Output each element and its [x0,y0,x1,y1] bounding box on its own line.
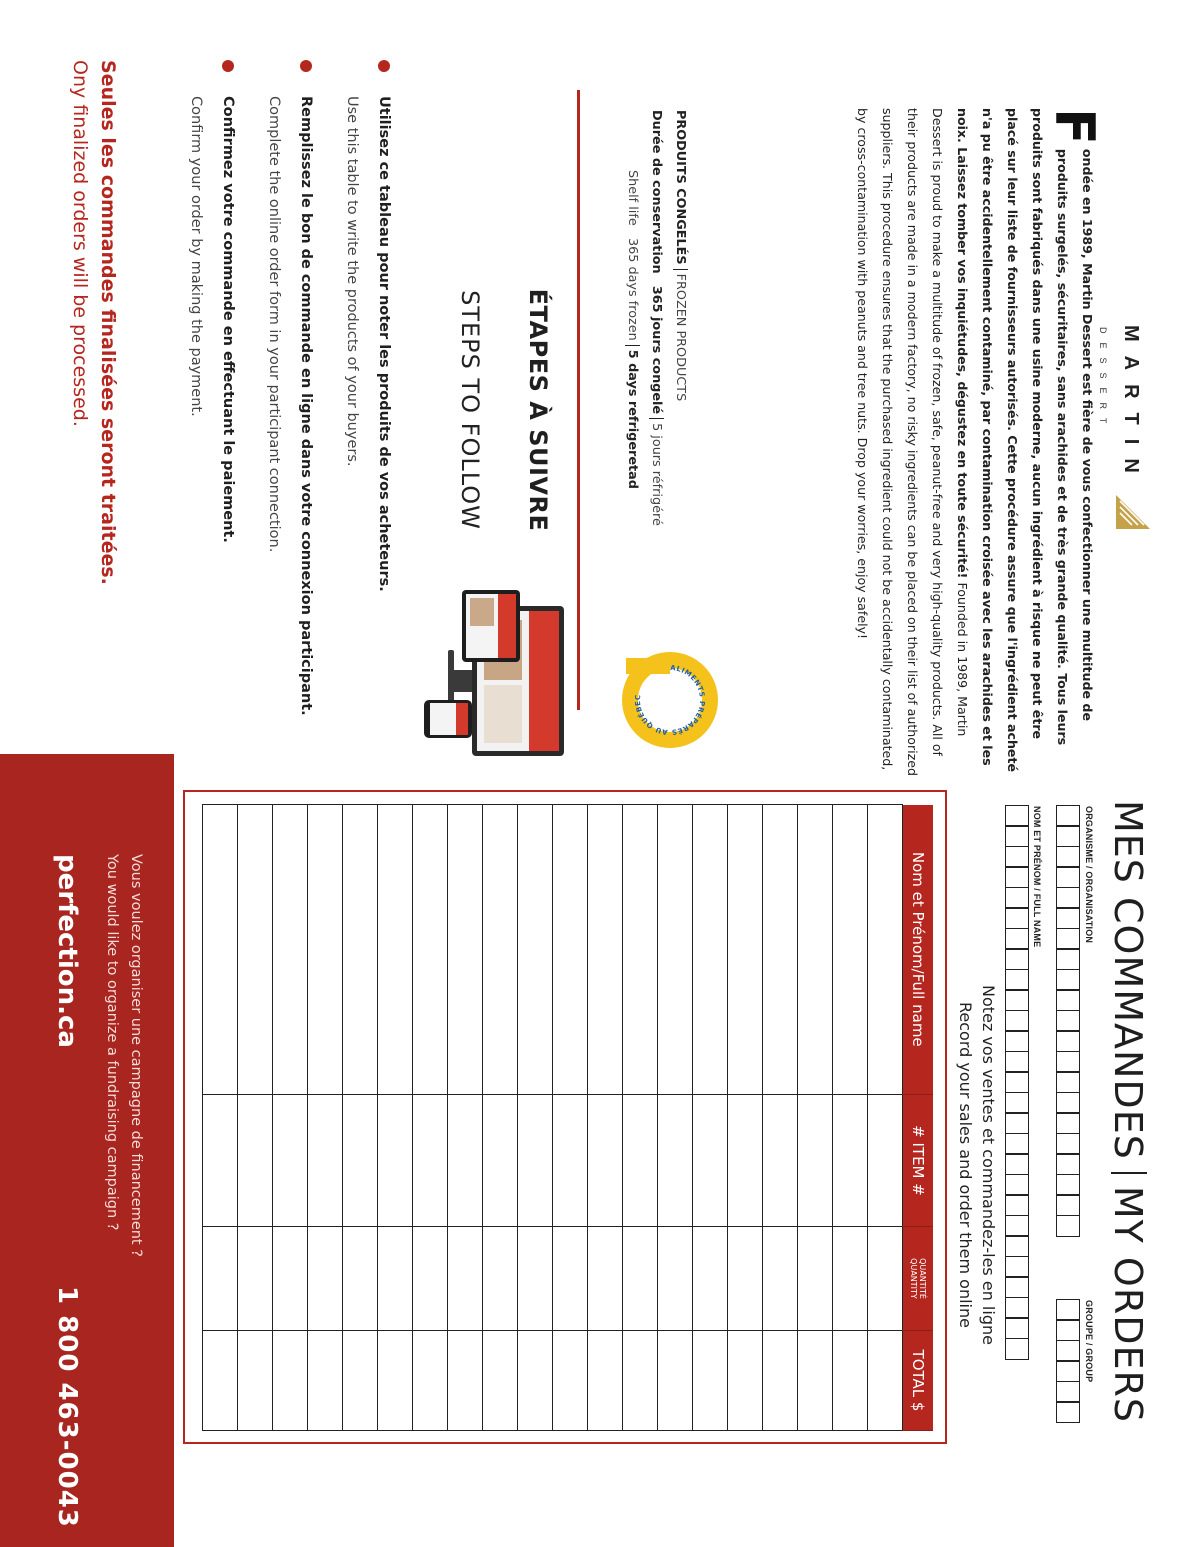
table-row [553,805,588,1431]
item-cell[interactable] [448,1095,483,1227]
organisation-char-box[interactable] [1056,1194,1080,1216]
full-name-char-box[interactable] [1005,846,1029,868]
quantity-cell[interactable] [238,1227,273,1331]
step-item [336,60,400,720]
name-cell[interactable] [308,805,343,1095]
intro-english: Founded in 1989, Martin Dessert is proud to make a multitude of frozen, safe, peanut-free and very high-quality products. All of their products are made in a modern factory, no risky ingredients can be placed on their list of authorized suppliers. This procedure ensures that the purchased ingredient could not be accidentally contaminated, by cross-contamination with peanuts and tree nuts. Drop your worries, enjoy safely! [855,108,970,777]
brand-name: MARTIN [1120,325,1142,487]
total-cell[interactable] [868,1331,903,1431]
badge-text: ALIMENTS PRÉPARÉS AU QUÉBEC [633,663,707,737]
table-row [763,805,798,1431]
item-cell[interactable] [308,1095,343,1227]
total-cell[interactable] [798,1331,833,1431]
item-cell[interactable] [693,1095,728,1227]
brand-tagline: DESSERT [1098,327,1108,433]
name-cell[interactable] [273,805,308,1095]
quantity-cell[interactable] [413,1227,448,1331]
full-name-char-box[interactable] [1005,825,1029,847]
col-header-total: TOTAL $ [903,1331,934,1431]
organisation-char-box[interactable] [1056,1174,1080,1196]
name-cell[interactable] [833,805,868,1095]
organisation-char-box[interactable] [1056,907,1080,929]
frozen-days-en: 365 days frozen [625,237,640,341]
total-cell[interactable] [308,1331,343,1431]
full-name-char-box[interactable] [1005,1194,1029,1216]
devices-illustration-icon [420,590,570,770]
orders-table [202,804,933,1431]
step-1-en: Use this table to write the products of your buyers. [344,96,360,467]
steps-list [166,60,400,720]
step-2-en: Complete the online order form in your participant connection. [266,96,282,553]
full-name-char-box[interactable] [1005,1153,1029,1175]
name-cell[interactable] [588,805,623,1095]
logo-mark-icon [1116,495,1150,529]
orders-note-en: Record your sales and order them online [956,1002,975,1328]
quantity-cell[interactable] [448,1227,483,1331]
total-cell[interactable] [343,1331,378,1431]
item-cell[interactable] [833,1095,868,1227]
item-cell[interactable] [798,1095,833,1227]
table-row [203,805,238,1431]
organisation-char-box[interactable] [1056,825,1080,847]
item-cell[interactable] [378,1095,413,1227]
name-cell[interactable] [518,805,553,1095]
phone-number[interactable]: 1 800 463-0043 [52,1286,82,1528]
total-cell[interactable] [273,1331,308,1431]
final-notice-fr: Seules les commandes finalisées seront traitées. [97,60,119,585]
step-1-fr: Utilisez ce tableau pour noter les produits de vos acheteurs. [376,96,392,592]
full-name-label: NOM ET PRÉNOM / FULL NAME [1032,806,1042,948]
organisation-char-box[interactable] [1056,1215,1080,1237]
total-cell[interactable] [378,1331,413,1431]
table-row [658,805,693,1431]
name-cell[interactable] [203,805,238,1095]
final-notice [66,60,122,720]
group-char-box[interactable] [1056,1319,1080,1341]
group-char-box[interactable] [1056,1299,1080,1321]
name-cell[interactable] [728,805,763,1095]
organisation-char-box[interactable] [1056,969,1080,991]
full-name-char-box[interactable] [1005,1338,1029,1360]
quantity-cell[interactable] [588,1227,623,1331]
name-cell[interactable] [763,805,798,1095]
step-3-fr: Confirmez votre commande en effectuant le paiement. [220,96,236,543]
full-name-char-box[interactable] [1005,1071,1029,1093]
quantity-cell[interactable] [343,1227,378,1331]
organisation-char-box[interactable] [1056,1030,1080,1052]
name-cell[interactable] [868,805,903,1095]
table-row [728,805,763,1431]
organisation-char-box[interactable] [1056,989,1080,1011]
full-name-field[interactable] [1005,806,1029,1360]
group-char-box[interactable] [1056,1401,1080,1423]
col-header-quantity-en: QUANTITY [909,1258,918,1299]
table-row [798,805,833,1431]
total-cell[interactable] [448,1331,483,1431]
organisation-field[interactable] [1056,806,1080,1237]
group-field[interactable] [1056,1300,1080,1423]
full-name-char-box[interactable] [1005,1256,1029,1278]
name-cell[interactable] [553,805,588,1095]
organisation-char-box[interactable] [1056,846,1080,868]
name-cell[interactable] [343,805,378,1095]
name-cell[interactable] [483,805,518,1095]
name-cell[interactable] [238,805,273,1095]
item-cell[interactable] [763,1095,798,1227]
group-char-box[interactable] [1056,1340,1080,1362]
item-cell[interactable] [868,1095,903,1227]
shelf-life-label-fr: Durée de conservation [649,110,664,274]
fridge-days-fr: 5 jours réfrigéré [649,423,664,526]
col-header-item: # ITEM # [903,1095,934,1227]
item-cell[interactable] [553,1095,588,1227]
table-row [623,805,658,1431]
organisation-label: ORGANISME / ORGANISATION [1084,806,1094,944]
website-link[interactable]: perfection.ca [52,854,82,1048]
name-cell[interactable] [413,805,448,1095]
intro-french: ondée en 1989, Martin Dessert est fière de vous confectionner une multitude de produits surgelés, sécuritaires, sans arachides et de très grande qualité. Tous leurs produits sont fabriqués dans une usine moderne, aucun ingrédient à risque ne peut être placé sur leur liste de fournisseurs autorisés. Cette procédure assure que l'ingrédient acheté n'a pu être accidentellement contaminé, par contamination croisée avec les arachides et les noix. Laissez tomber vos inquiétudes, dégustez en toute sécurité! [955,108,1095,773]
organisation-char-box[interactable] [1056,1092,1080,1114]
step-item [258,60,322,720]
item-cell[interactable] [203,1095,238,1227]
shelf-life-fr-line [644,110,668,670]
quantity-cell[interactable] [763,1227,798,1331]
intro-paragraph [850,108,1106,780]
table-row [378,805,413,1431]
full-name-char-box[interactable] [1005,887,1029,909]
total-cell[interactable] [238,1331,273,1431]
drop-cap: F [1043,108,1106,145]
table-row [693,805,728,1431]
quantity-cell[interactable] [518,1227,553,1331]
conservation-info [620,110,692,670]
full-name-char-box[interactable] [1005,1051,1029,1073]
table-row [448,805,483,1431]
total-cell[interactable] [588,1331,623,1431]
total-cell[interactable] [693,1331,728,1431]
total-cell[interactable] [763,1331,798,1431]
full-name-char-box[interactable] [1005,948,1029,970]
name-cell[interactable] [623,805,658,1095]
total-cell[interactable] [658,1331,693,1431]
steps-title-fr: ÉTAPES À SUIVRE [524,288,552,532]
table-row [483,805,518,1431]
total-cell[interactable] [553,1331,588,1431]
full-name-char-box[interactable] [1005,1215,1029,1237]
quantity-cell[interactable] [868,1227,903,1331]
organisation-char-box[interactable] [1056,866,1080,888]
steps-title-en: STEPS TO FOLLOW [456,290,484,530]
full-name-char-box[interactable] [1005,1112,1029,1134]
table-row [273,805,308,1431]
quantity-cell[interactable] [658,1227,693,1331]
orders-table-header [903,805,934,1431]
table-row [868,805,903,1431]
table-row [343,805,378,1431]
shelf-life-en-line [620,110,644,670]
group-char-box[interactable] [1056,1360,1080,1382]
quantity-cell[interactable] [798,1227,833,1331]
full-name-char-box[interactable] [1005,1010,1029,1032]
table-row [413,805,448,1431]
table-row [588,805,623,1431]
full-name-char-box[interactable] [1005,928,1029,950]
full-name-char-box[interactable] [1005,866,1029,888]
full-name-char-box[interactable] [1005,989,1029,1011]
total-cell[interactable] [833,1331,868,1431]
quantity-cell[interactable] [273,1227,308,1331]
frozen-products-line [668,110,692,670]
col-header-quantity-fr: QUANTITÉ [918,1258,927,1299]
organisation-char-box[interactable] [1056,1153,1080,1175]
quantity-cell[interactable] [203,1227,238,1331]
item-cell[interactable] [413,1095,448,1227]
item-cell[interactable] [728,1095,763,1227]
quantity-cell[interactable] [378,1227,413,1331]
orders-table-frame [183,790,947,1444]
quantity-cell[interactable] [553,1227,588,1331]
organisation-char-box[interactable] [1056,1010,1080,1032]
item-cell[interactable] [588,1095,623,1227]
item-cell[interactable] [623,1095,658,1227]
shelf-life-label-en: Shelf life [625,170,640,226]
orders-title-fr: MES COMMANDES [1106,800,1150,1160]
total-cell[interactable] [518,1331,553,1431]
final-notice-en: Ony finalized orders will be processed. [69,60,91,427]
frozen-days-fr: 365 jours congelé [649,285,664,415]
full-name-char-box[interactable] [1005,1297,1029,1319]
full-name-char-box[interactable] [1005,907,1029,929]
organisation-char-box[interactable] [1056,887,1080,909]
name-cell[interactable] [448,805,483,1095]
step-3-en: Confirm your order by making the payment. [188,96,204,417]
total-cell[interactable] [203,1331,238,1431]
frozen-products-fr: PRODUITS CONGELÉS [673,110,688,265]
full-name-char-box[interactable] [1005,1317,1029,1339]
quantity-cell[interactable] [833,1227,868,1331]
organisation-char-box[interactable] [1056,928,1080,950]
quantity-cell[interactable] [693,1227,728,1331]
item-cell[interactable] [483,1095,518,1227]
table-row [308,805,343,1431]
section-divider [577,90,580,710]
step-item [180,60,244,720]
name-cell[interactable] [378,805,413,1095]
organisation-char-box[interactable] [1056,805,1080,827]
full-name-char-box[interactable] [1005,1174,1029,1196]
name-cell[interactable] [658,805,693,1095]
full-name-char-box[interactable] [1005,1092,1029,1114]
campaign-question-fr: Vous voulez organiser une campagne de financement ? [128,854,144,1257]
item-cell[interactable] [273,1095,308,1227]
frozen-products-en: FROZEN PRODUCTS [673,273,688,402]
total-cell[interactable] [728,1331,763,1431]
aliments-quebec-badge-icon [620,650,720,750]
orders-note-fr: Notez vos ventes et commandez-les en ligne [979,985,998,1345]
col-header-quantity [903,1227,934,1331]
full-name-char-box[interactable] [1005,1133,1029,1155]
contact-panel [0,754,174,1547]
orders-note [954,940,1000,1390]
full-name-char-box[interactable] [1005,805,1029,827]
organisation-char-box[interactable] [1056,948,1080,970]
col-header-name: Nom et Prénom/Full name [903,805,934,1095]
step-2-fr: Remplissez le bon de commande en ligne dans votre connexion participant. [298,96,314,716]
table-row [833,805,868,1431]
name-cell[interactable] [798,805,833,1095]
full-name-char-box[interactable] [1005,1030,1029,1052]
organisation-char-box[interactable] [1056,1051,1080,1073]
quantity-cell[interactable] [623,1227,658,1331]
total-cell[interactable] [413,1331,448,1431]
item-cell[interactable] [518,1095,553,1227]
item-cell[interactable] [238,1095,273,1227]
orders-title-en: MY ORDERS [1106,1185,1150,1424]
group-label: GROUPE / GROUP [1084,1300,1094,1383]
full-name-char-box[interactable] [1005,1235,1029,1257]
table-row [518,805,553,1431]
full-name-char-box[interactable] [1005,969,1029,991]
total-cell[interactable] [623,1331,658,1431]
quantity-cell[interactable] [308,1227,343,1331]
quantity-cell[interactable] [728,1227,763,1331]
item-cell[interactable] [658,1095,693,1227]
organisation-char-box[interactable] [1056,1112,1080,1134]
quantity-cell[interactable] [483,1227,518,1331]
fridge-days-en: 5 days refrigeretad [625,349,640,489]
name-cell[interactable] [693,805,728,1095]
organisation-char-box[interactable] [1056,1071,1080,1093]
campaign-question-en: You would like to organize a fundraising campaign ? [104,854,120,1231]
orders-title [1106,800,1150,1423]
table-row [238,805,273,1431]
total-cell[interactable] [483,1331,518,1431]
group-char-box[interactable] [1056,1381,1080,1403]
organisation-char-box[interactable] [1056,1133,1080,1155]
full-name-char-box[interactable] [1005,1276,1029,1298]
item-cell[interactable] [343,1095,378,1227]
